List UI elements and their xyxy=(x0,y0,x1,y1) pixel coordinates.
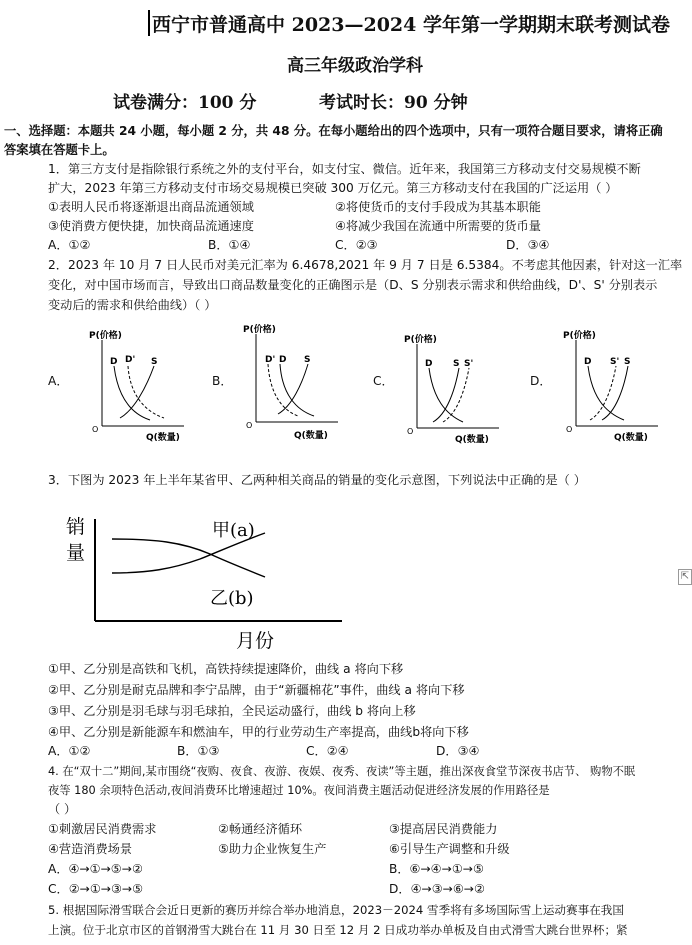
q1-stem-line1: 1．第三方支付是指除银行系统之外的支付平台，如支付宝、微信。近年来，我国第三方移动支付交易规模不断 xyxy=(48,162,641,176)
graph-d-ylabel: P(价格) xyxy=(563,331,596,341)
q4-choice-d: D．④→③→⑥→② xyxy=(389,882,485,896)
q4-option-5: ⑤助力企业恢复生产 xyxy=(218,842,327,856)
q3-option-2: ②甲、乙分别是耐克品牌和李宁品牌，由于“新疆棉花”事件，曲线 a 将向下移 xyxy=(48,683,465,697)
q1-stem-line2: 扩大，2023 年第三方移动支付市场交易规模已突破 300 万亿元。第三方移动支付在我国的广泛运用（ ） xyxy=(48,181,618,195)
graph-d-label-3: S xyxy=(624,357,631,367)
graph-b-label-1: D' xyxy=(265,355,276,365)
graph-c-curve-1 xyxy=(429,368,463,422)
q4-stem-line3: （ ） xyxy=(48,802,77,816)
full-score: 试卷满分：100 分 xyxy=(113,93,257,113)
q3-option-4: ④甲、乙分别是新能源车和燃油车，甲的行业劳动生产率提高，曲线b将向下移 xyxy=(48,725,469,739)
graph-b-origin: O xyxy=(246,421,253,430)
q1-option-3: ③使消费方便快捷，加快商品流通速度 xyxy=(48,219,254,233)
graph-b-label-3: S xyxy=(304,355,311,365)
graph-c-ylabel: P(价格) xyxy=(404,335,437,345)
q3-curve-a-label: 甲(a) xyxy=(212,520,255,541)
graph-c-curve-3 xyxy=(443,368,469,422)
graph-b-label-2: D xyxy=(279,355,287,365)
graph-d-curve-1 xyxy=(588,366,624,420)
q3-option-1: ①甲、乙分别是高铁和飞机，高铁持续提速降价，曲线 a 将向下移 xyxy=(48,662,404,676)
q3-curve-a xyxy=(112,539,265,577)
text-cursor xyxy=(148,10,150,36)
q5-stem-line2: 上演。位于北京市区的首钢滑雪大跳台在 11 月 30 日至 12 月 2 日成功举办单板及自由式滑雪大跳台世界杯；紧 xyxy=(48,923,628,937)
q2-choice-b: B． xyxy=(212,374,233,388)
graph-a-curve-1 xyxy=(114,366,150,420)
graph-a-origin: O xyxy=(92,425,99,434)
q1-choice-d: D．③④ xyxy=(506,238,550,252)
graph-d-curve-2 xyxy=(590,366,616,420)
q1-choice-c: C．②③ xyxy=(335,238,378,252)
q3-xlabel: 月份 xyxy=(236,630,275,652)
q3-option-3: ③甲、乙分别是羽毛球与羽毛球拍，全民运动盛行，曲线 b 将向上移 xyxy=(48,704,416,718)
q2-choice-c: C． xyxy=(373,374,394,388)
graph-b-curve-1 xyxy=(268,364,298,416)
q3-curve-b-label: 乙(b) xyxy=(210,588,254,609)
q3-stem: 3．下图为 2023 年上半年某省甲、乙两种相关商品的销量的变化示意图，下列说法中正确的是（ ） xyxy=(48,473,586,487)
graph-c-xlabel: Q(数量) xyxy=(455,435,489,445)
q3-sales-chart xyxy=(60,505,360,657)
graph-d-label-2: S' xyxy=(610,357,620,367)
graph-d-xlabel: Q(数量) xyxy=(614,433,648,443)
q4-choice-c: C．②→①→③→⑤ xyxy=(48,882,144,896)
q1-choice-a: A．①② xyxy=(48,238,91,252)
graph-a-xlabel: Q(数量) xyxy=(146,433,180,443)
q5-stem-line1: 5. 根据国际滑雪联合会近日更新的赛历并综合举办地消息，2023－2024 雪季将有多场国际雪上运动赛事在我国 xyxy=(48,903,624,917)
graph-b-curve-3 xyxy=(278,364,308,414)
q4-option-2: ②畅通经济循环 xyxy=(218,822,303,836)
q1-option-1: ①表明人民币将逐渐退出商品流通领域 xyxy=(48,200,254,214)
graph-c-label-3: S' xyxy=(464,359,474,369)
section-instruction-line2: 答案填在答题卡上。 xyxy=(4,143,115,157)
q4-option-3: ③提高居民消费能力 xyxy=(389,822,498,836)
q1-option-2: ②将使货币的支付手段成为其基本职能 xyxy=(335,200,541,214)
q4-option-4: ④营造消费场景 xyxy=(48,842,133,856)
graph-b-xlabel: Q(数量) xyxy=(294,431,328,440)
graph-d-curve-3 xyxy=(602,366,628,420)
q4-choice-a: A．④→①→⑤→② xyxy=(48,862,143,876)
q2-choice-a: A． xyxy=(48,374,69,388)
section-instruction-line1: 一、选择题：本题共 24 小题，每小题 2 分，共 48 分。在每小题给出的四个选项中，只有一项符合题目要求，请将正确 xyxy=(4,124,663,138)
q1-choice-b: B．①④ xyxy=(208,238,251,252)
graph-a-label-3: S xyxy=(151,357,158,367)
q4-option-1: ①刺激居民消费需求 xyxy=(48,822,157,836)
graph-c-label-2: S xyxy=(453,359,460,369)
q2-stem-line1: 2．2023 年 10 月 7 日人民币对美元汇率为 6.4678,2021 年 9 月 7 日是 6.5384。不考虑其他因素，针对这一汇率 xyxy=(48,258,683,272)
q3-choice-b: B．①③ xyxy=(177,744,220,758)
exam-title: 西宁市普通高中 2023—2024 学年第一学期期末联考测试卷 xyxy=(152,14,670,36)
q3-ylabel-top: 销 xyxy=(66,516,86,538)
q3-ylabel-bottom: 量 xyxy=(66,542,86,564)
q2-choice-d: D． xyxy=(530,374,552,388)
graph-a-ylabel: P(价格) xyxy=(89,331,122,341)
q2-graph-d xyxy=(558,326,662,444)
q2-stem-line3: 变动后的需求和供给曲线）（ ） xyxy=(48,298,217,312)
q3-choice-d: D．③④ xyxy=(436,744,480,758)
expand-icon[interactable]: ⇱ xyxy=(678,569,692,585)
q2-graph-b xyxy=(238,320,342,440)
graph-a-label-1: D xyxy=(110,357,118,367)
q2-stem-line2: 变化，对中国市场而言，导致出口商品数量变化的正确图示是（D、S 分别表示需求和供给曲线，D'、S' 分别表示 xyxy=(48,278,658,292)
graph-d-label-1: D xyxy=(584,357,592,367)
q1-option-4: ④将减少我国在流通中所需要的货币量 xyxy=(335,219,541,233)
graph-a-label-2: D' xyxy=(125,355,136,365)
q3-choice-c: C．②④ xyxy=(306,744,349,758)
graph-b-ylabel: P(价格) xyxy=(243,325,276,335)
graph-d-origin: O xyxy=(566,425,573,434)
exam-subtitle: 高三年级政治学科 xyxy=(287,56,423,76)
graph-c-origin: O xyxy=(407,427,414,436)
q4-stem-line1: 4. 在“双十二”期间,某市围绕“夜购、夜食、夜游、夜娱、夜秀、夜读”等主题，推出深夜食堂节深夜书店节、 购物不眠 xyxy=(48,765,636,778)
exam-duration: 考试时长：90 分钟 xyxy=(319,93,468,113)
q4-choice-b: B．⑥→④→①→⑤ xyxy=(389,862,484,876)
q2-graph-c xyxy=(399,330,503,446)
q2-graph-a xyxy=(84,326,188,444)
graph-c-label-1: D xyxy=(425,359,433,369)
q4-option-6: ⑥引导生产调整和升级 xyxy=(389,842,510,856)
q4-stem-line2: 夜等 180 余项特色活动,夜间消费环比增速超过 10%。夜间消费主题活动促进经济发展的作用路径是 xyxy=(48,784,550,797)
q3-choice-a: A．①② xyxy=(48,744,91,758)
